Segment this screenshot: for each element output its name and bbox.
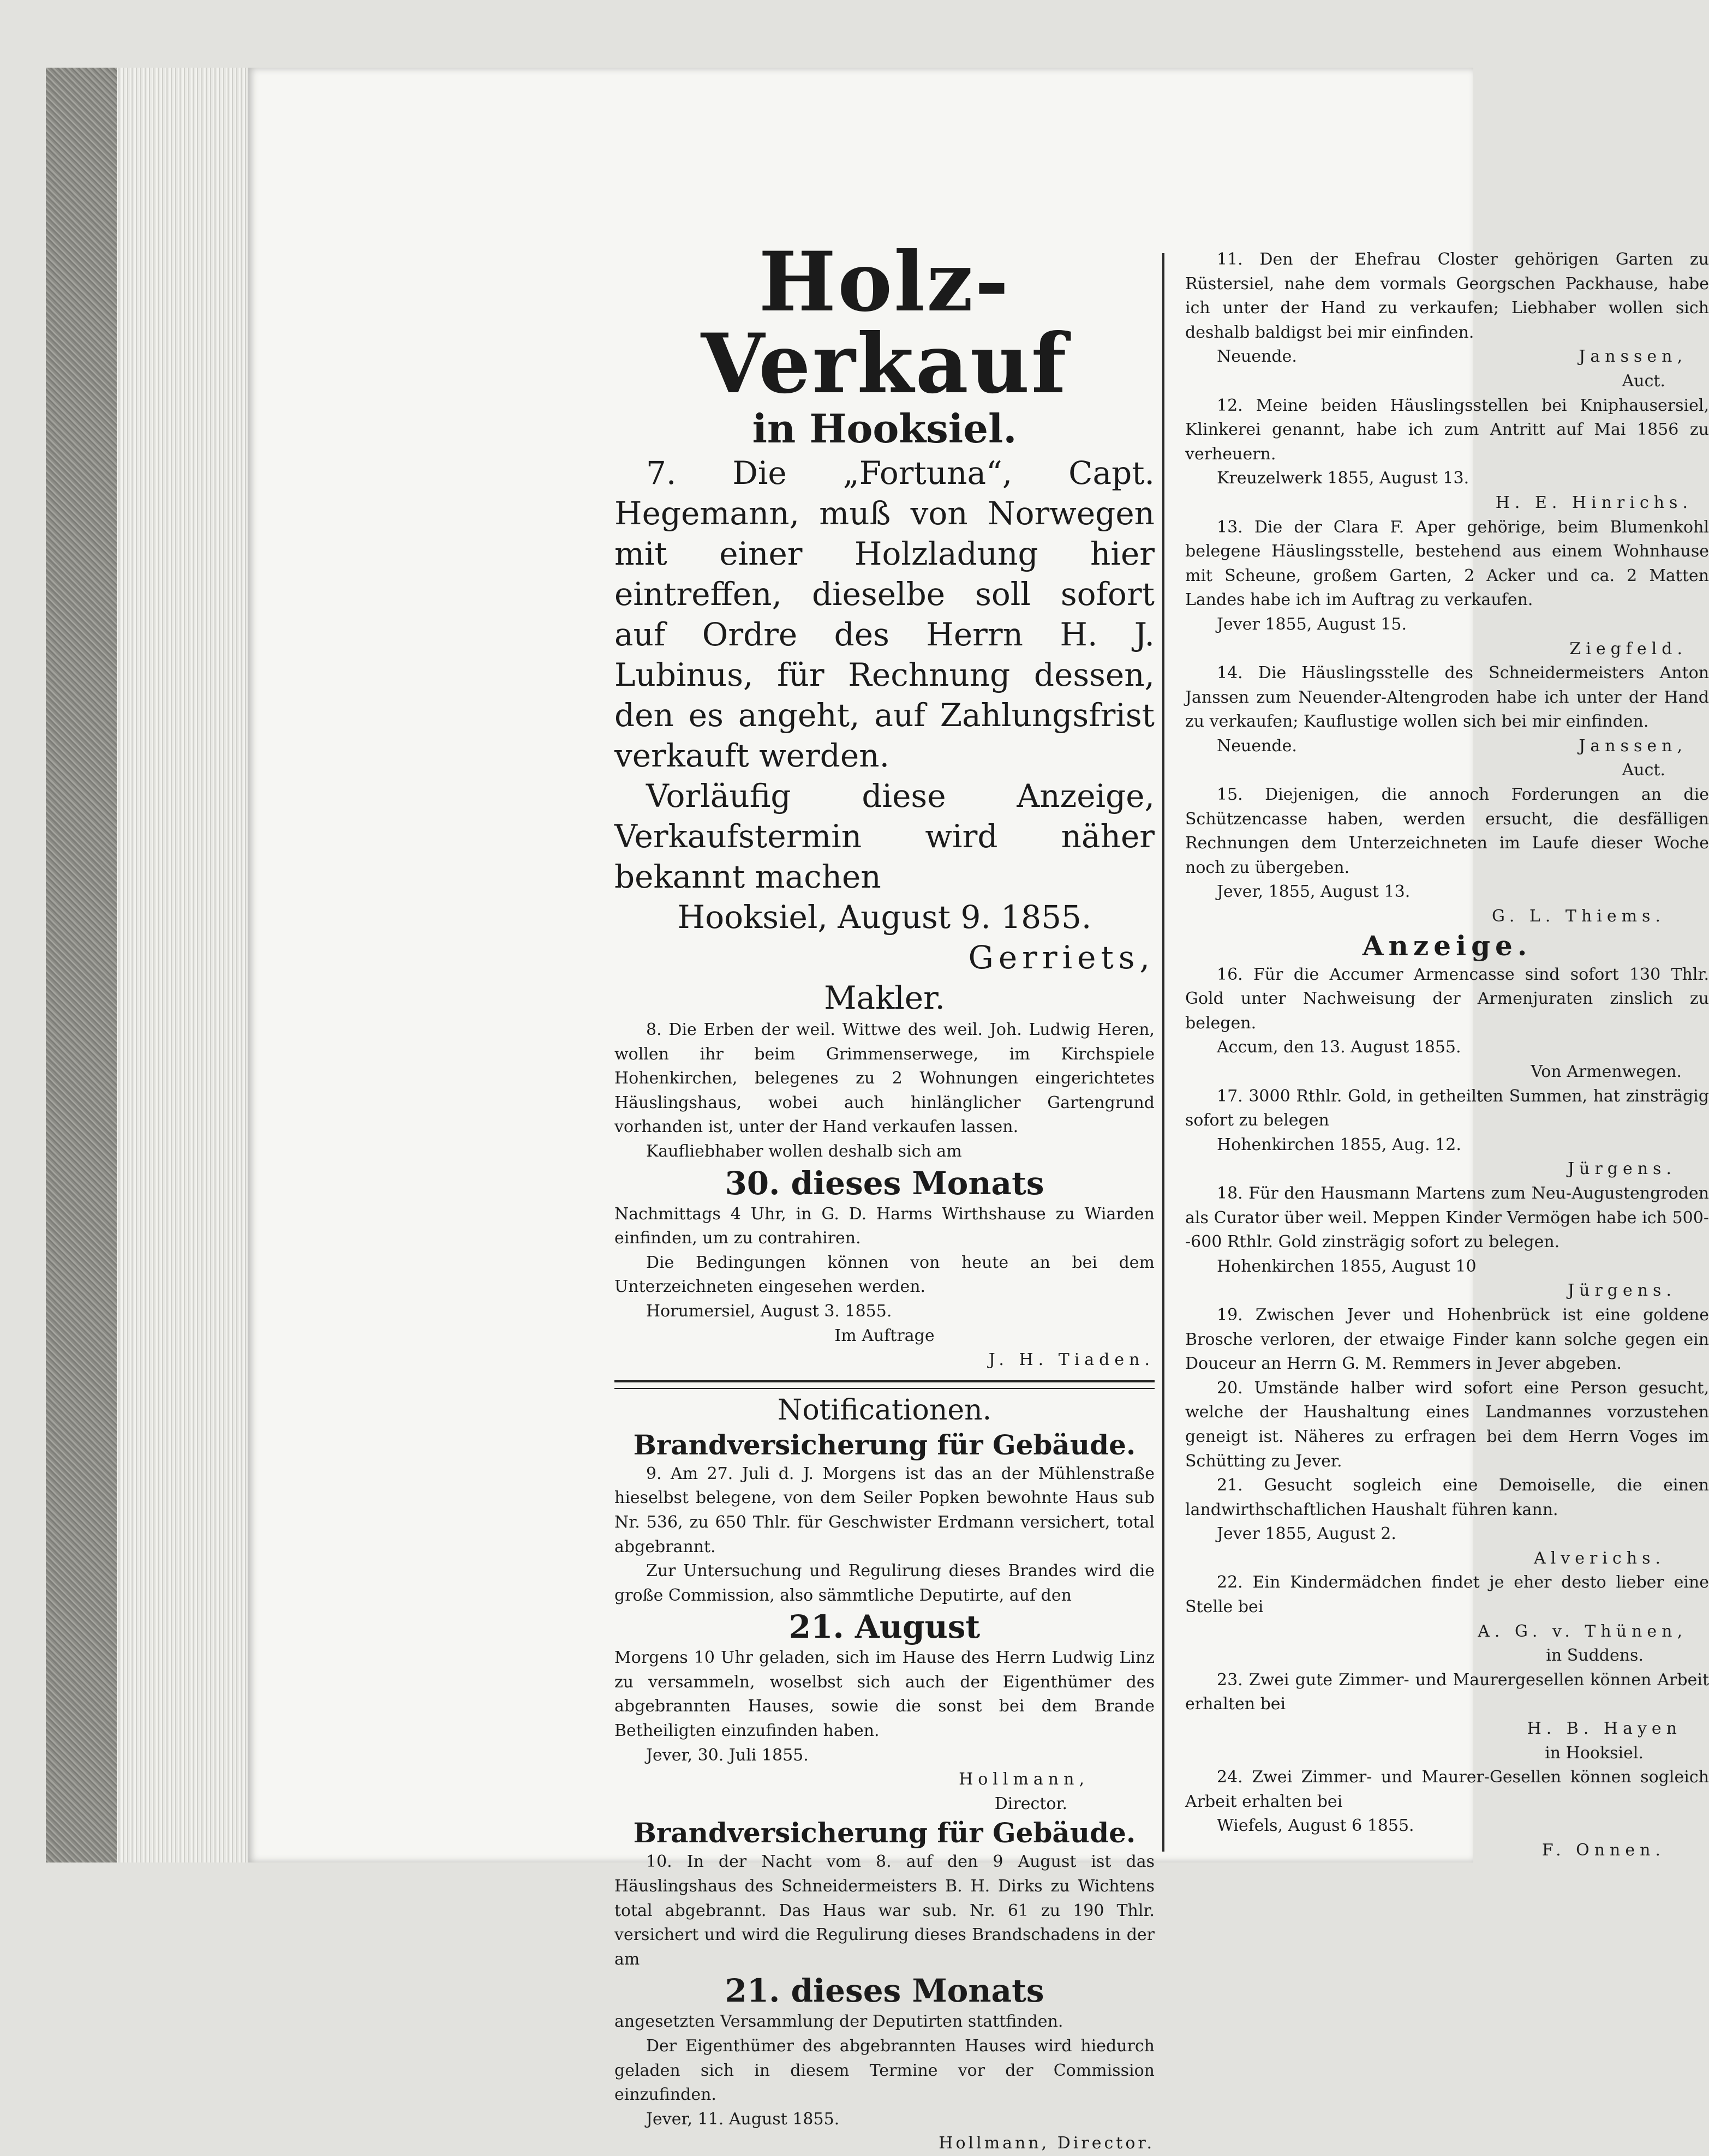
ad-8-signer: J. H. Tiaden. xyxy=(988,1350,1155,1370)
ad-22-text: 22. Ein Kindermädchen findet je eher desto lieber eine Stelle bei xyxy=(1185,1573,1709,1617)
ad-23-text: 23. Zwei gute Zimmer- und Maurergesellen können Arbeit erhalten bei xyxy=(1185,1670,1709,1714)
ad-22-signer: A. G. v. Thünen, xyxy=(1478,1621,1687,1641)
ad-13-signer: Ziegfeld. xyxy=(1569,639,1687,658)
ad-8-text-4: Die Bedingungen können von heute an bei dem Unterzeichneten eingesehen werden. xyxy=(614,1253,1155,1297)
ad-9-signer: Hollmann, xyxy=(959,1770,1089,1789)
brandversicherung-heading-1: Brandversicherung für Gebäude. xyxy=(633,1428,1136,1461)
holz-verkauf-subtitle: in Hooksiel. xyxy=(752,405,1017,452)
book-cover-edge xyxy=(46,68,119,1862)
ad-23-signer: H. B. Hayen xyxy=(1527,1719,1682,1739)
ad-19-text: 19. Zwischen Jever und Hohenbrück ist eine goldene Brosche verloren, der etwaige Finder kann solche gegen ein Douceur an Herrn G. M. Remmers in Jever abgeben. xyxy=(1185,1305,1709,1374)
ad-16-text: 16. Für die Accumer Armencasse sind sofort 130 Thlr. Gold unter Nachweisung der Armenjuraten zinslich zu belegen. xyxy=(1185,965,1709,1033)
ad-18-signer: Jürgens. xyxy=(1568,1281,1676,1301)
ad-24-text: 24. Zwei Zimmer- und Maurer-Gesellen können sogleich Arbeit erhalten bei xyxy=(1185,1768,1709,1811)
ad-8-text-2: Kaufliebhaber wollen deshalb sich am xyxy=(646,1141,962,1161)
ad-7-text: 7. Die „Fortuna“, Capt. Hegemann, muß von Norwegen mit einer Holzladung hier eintreffen, dieselbe soll sofort auf Ordre des Herrn H. J. Lubinus, für Rechnung dessen, den es angeht, auf Zahlungsfrist verkauft werden. xyxy=(614,454,1155,774)
ad-9-place-date: Jever, 30. Juli 1855. xyxy=(646,1745,809,1765)
ad-9-text: 9. Am 27. Juli d. J. Morgens ist das an der Mühlenstraße hieselbst belegene, von dem Seiler Popken bewohnte Haus sub Nr. 536, zu 650 Thlr. für Geschwister Erdmann versichert, total abgebrannt. xyxy=(614,1464,1155,1556)
ad-10-signer: Hollmann, Director. xyxy=(939,2134,1155,2153)
holz-verkauf-title: Holz-Verkauf xyxy=(701,234,1068,412)
ad-15-text: 15. Diejenigen, die annoch Forderungen an die Schützencasse haben, werden ersucht, die desfälligen Rechnungen dem Unterzeichneten im Laufe dieser Woche noch zu übergeben. xyxy=(1185,785,1709,877)
ad-10-place-date: Jever, 11. August 1855. xyxy=(646,2109,840,2129)
ad-11-footer xyxy=(1185,345,1709,369)
ad-15-signer: G. L. Thiems. xyxy=(1491,907,1665,926)
left-column xyxy=(614,234,1155,2156)
ad-9-date: 21. August xyxy=(788,1608,981,1646)
ad-17-text: 17. 3000 Rthlr. Gold, in getheilten Summen, hat zinsträgig sofort zu belegen xyxy=(1185,1086,1709,1130)
ad-14-text: 14. Die Häuslingsstelle des Schneidermeisters Anton Janssen zum Neuender-Altengroden habe ich unter der Hand zu verkaufen; Kauflustige wollen sich bei mir einfinden. xyxy=(1185,663,1709,732)
ad-8-date: 30. dieses Monats xyxy=(725,1164,1044,1202)
ad-9-role: Director. xyxy=(994,1794,1067,1813)
ad-11-signer: Janssen, xyxy=(1579,347,1687,367)
ad-7-role: Makler. xyxy=(824,979,945,1016)
brandversicherung-heading-2: Brandversicherung für Gebäude. xyxy=(633,1817,1136,1849)
ad-9-text-3: Morgens 10 Uhr geladen, sich im Hause des Herrn Ludwig Linz zu versammeln, woselbst sich auch der Eigenthümer des abgebrannten Hauses, sowie die sonst bei dem Brande Betheiligten einzufinden haben. xyxy=(614,1648,1155,1741)
ad-11-place: Neuende. xyxy=(1217,347,1297,367)
ad-8-text-3: Nachmittags 4 Uhr, in G. D. Harms Wirthshause zu Wiarden einfinden, um zu contrahiren. xyxy=(614,1204,1155,1248)
ad-15-place-date: Jever, 1855, August 13. xyxy=(1217,882,1411,902)
ad-8-place-date: Horumersiel, August 3. 1855. xyxy=(646,1301,892,1321)
ad-18-text: 18. Für den Hausmann Martens zum Neu-Augustengroden als Curator über weil. Meppen Kinder Vermögen habe ich 500--600 Rthlr. Gold zinsträgig sofort zu belegen. xyxy=(1185,1183,1709,1252)
ad-10-date: 21. dieses Monats xyxy=(725,1972,1044,2010)
ad-9-text-2: Zur Untersuchung und Regulirung dieses Brandes wird die große Commission, also sämmtliche Deputirte, auf den xyxy=(614,1561,1155,1605)
ad-13-place-date: Jever 1855, August 15. xyxy=(1217,614,1407,634)
ad-10-text: 10. In der Nacht vom 8. auf den 9 August ist das Häuslingshaus des Schneidermeisters B. H. Dirks zu Wichtens total abgebrannt. Das Haus war sub. Nr. 61 zu 190 Thlr. versichert und wird die Regulirung dieses Brandschadens in der am xyxy=(614,1852,1155,1969)
ad-22-location: in Suddens. xyxy=(1546,1646,1644,1666)
ad-20-text: 20. Umstände halber wird sofort eine Person gesucht, welche der Haushaltung eines Landmannes vorzustehen geneigt ist. Näheres zu erfragen bei dem Herrn Voges im Schütting zu Jever. xyxy=(1185,1378,1709,1471)
ad-11-role: Auct. xyxy=(1622,371,1665,391)
section-divider xyxy=(614,1380,1155,1389)
ad-14-footer xyxy=(1185,734,1709,759)
ad-24-signer: F. Onnen. xyxy=(1541,1841,1665,1860)
ad-13-text: 13. Die der Clara F. Aper gehörige, beim Blumenkohl belegene Häuslingsstelle, bestehend aus einem Wohnhause mit Scheune, großem Garten, 2 Acker und ca. 2 Matten Landes habe ich im Auftrag zu verkaufen. xyxy=(1185,517,1709,610)
ad-21-signer: Alverichs. xyxy=(1534,1548,1665,1568)
ad-18-place-date: Hohenkirchen 1855, August 10 xyxy=(1217,1256,1477,1276)
ad-12-signer: H. E. Hinrichs. xyxy=(1495,493,1693,512)
ad-16-signer: Von Armenwegen. xyxy=(1531,1062,1682,1081)
notificationen-heading: Notificationen. xyxy=(777,1393,992,1427)
right-column xyxy=(1185,248,1709,1863)
ad-10-text-3: Der Eigenthümer des abgebrannten Hauses wird hiedurch geladen sich in diesem Termine vor der Commission einzufinden. xyxy=(614,2037,1155,2105)
ad-8-text: 8. Die Erben der weil. Wittwe des weil. Joh. Ludwig Heren, wollen ihr beim Grimmenserwege, im Kirchspiele Hohenkirchen, belegenes zu 2 Wohnungen eingerichtetes Häuslingshaus, wobei auch hinlänglicher Gartengrund vorhanden ist, unter der Hand verkaufen lassen. xyxy=(614,1020,1155,1137)
ad-11-text: 11. Den der Ehefrau Closter gehörigen Garten zu Rüstersiel, nahe dem vormals Georgschen Packhause, habe ich unter der Hand zu verkaufen; Liebhaber wollen sich deshalb baldigst bei mir einfinden. xyxy=(1185,250,1709,342)
ad-17-signer: Jürgens. xyxy=(1568,1159,1676,1179)
column-rule xyxy=(1162,253,1164,1852)
ad-10-text-2: angesetzten Versammlung der Deputirten stattfinden. xyxy=(614,2012,1063,2032)
ad-21-place-date: Jever 1855, August 2. xyxy=(1217,1524,1396,1544)
ad-17-place-date: Hohenkirchen 1855, Aug. 12. xyxy=(1217,1135,1461,1154)
ad-14-signer: Janssen, xyxy=(1579,736,1687,756)
ad-7-signer: Gerriets, xyxy=(968,939,1155,976)
ad-16-place-date: Accum, den 13. August 1855. xyxy=(1217,1038,1461,1057)
ad-12-text: 12. Meine beiden Häuslingsstellen bei Kniphausersiel, Klinkerei genannt, habe ich zum Antritt auf Mai 1856 zu verheuern. xyxy=(1185,396,1709,464)
ad-7-text-2: Vorläufig diese Anzeige, Verkaufstermin wird näher bekannt machen xyxy=(614,777,1155,895)
anzeige-heading: Anzeige. xyxy=(1362,929,1532,962)
ad-7-place-date: Hooksiel, August 9. 1855. xyxy=(677,899,1092,936)
ad-21-text: 21. Gesucht sogleich eine Demoiselle, die einen landwirthschaftlichen Haushalt führen kann. xyxy=(1185,1476,1709,1519)
newspaper-page xyxy=(248,68,1709,2153)
ad-24-place-date: Wiefels, August 6 1855. xyxy=(1217,1816,1414,1836)
ad-8-commission: Im Auftrage xyxy=(834,1326,935,1345)
page-edges xyxy=(117,68,248,1862)
ad-14-role: Auct. xyxy=(1622,760,1665,780)
ad-12-place-date: Kreuzelwerk 1855, August 13. xyxy=(1217,469,1469,488)
ad-23-location: in Hooksiel. xyxy=(1545,1743,1644,1763)
ad-14-place: Neuende. xyxy=(1217,736,1297,756)
